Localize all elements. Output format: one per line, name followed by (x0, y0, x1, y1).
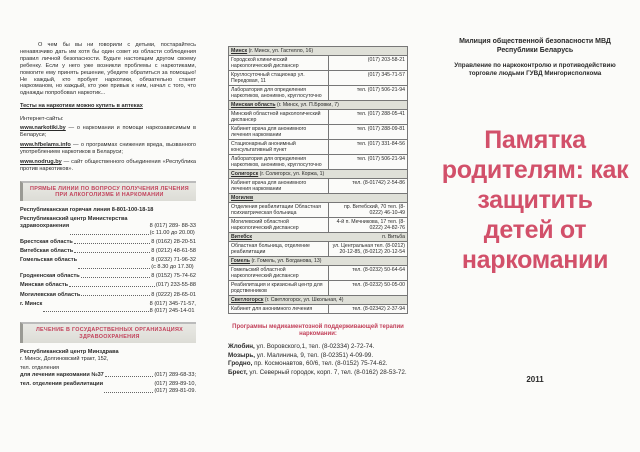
line-phone: 8 (0222) 28-65-01 (151, 291, 196, 298)
clinic-name: Отделения реабилитации Областная психиатрическая больница (229, 203, 329, 218)
table-row (229, 305, 408, 314)
dot-leader (70, 223, 149, 235)
phone-line (20, 372, 196, 379)
dot-leader (81, 292, 150, 297)
table-row (229, 86, 408, 101)
table-row (229, 281, 408, 296)
clinic-name: Минский областной наркологический диспансер (229, 110, 329, 125)
org-subtitle: Управление по наркоконтролю и противодействию торговле людьми ГУВД Мингорисполкома (454, 62, 616, 77)
programs-list (228, 343, 408, 377)
clinic-name: Круглосуточный стационар ул. Передовая, 11 (229, 71, 329, 86)
line-phone: 8 (0162) 28-20-51 (151, 239, 196, 246)
program-item (228, 343, 408, 352)
section-name: Светлогорск (231, 297, 264, 303)
line-phone: 8 (017) 345-71-57, 8 (017) 245-14-01 (149, 300, 196, 314)
section-name: Гомель (231, 258, 250, 264)
program-city: Жлобин, (228, 343, 255, 350)
table-row (229, 56, 408, 71)
line-phone: (017) 289-89-10, (017) 289-81-09. (154, 381, 196, 394)
minzdrav-dept: тел. отделения (20, 365, 59, 372)
table-row (229, 125, 408, 140)
clinic-name: Кабинет для анонимного лечения (229, 305, 329, 314)
line-label: тел. отделения реабилитации (20, 381, 104, 388)
site-link[interactable]: www.narkotiki.by (20, 125, 66, 132)
phone-line (20, 301, 196, 315)
table-section-row (229, 233, 408, 242)
middle-panel (228, 46, 408, 377)
section-cell (229, 47, 408, 56)
section-address: (г. Минск, ул. Гастелло, 16) (247, 48, 314, 54)
site-item (20, 159, 196, 173)
section-address: (г. Солигорск, ул. Коржа, 1) (258, 171, 325, 177)
treatment-banner: ЛЕЧЕНИЕ В ГОСУДАРСТВЕННЫХ ОРГАНИЗАЦИЯХ ЗДРАВООХРАНЕНИЯ (20, 322, 196, 343)
section-cell (229, 296, 408, 305)
site-link[interactable]: www.hfbelams.info (20, 141, 71, 148)
clinic-phone: (017) 203-58-21 (329, 56, 408, 71)
intro-paragraph: О чем бы вы ни говорили с детьми, постарайтесь ненавязчиво дать им хотя бы один совет из области соблюдения правил личной безопасности. Будьте настоящим другом своему ребенку. Если у него уже возникли проблемы с наркотиками, помогите ему принять решение, убедите обратиться за помощью! Не каждый, кто пробует наркотики, обязательно станет наркоманом, но каждый, кто уже привык к ним, начал с того, что однажды попробовал наркотик... (20, 42, 196, 97)
brochure-title: Памятка родителям: как защитить детей от наркомании (441, 125, 629, 274)
phone-line (20, 239, 196, 246)
site-description: — сайт общественного объединения «Республика против наркотиков». (20, 158, 196, 172)
program-item (228, 369, 408, 378)
program-item (228, 352, 408, 361)
clinic-name: Могилевский областной наркологический диспансер (229, 218, 329, 233)
clinic-phone: тел. (8-01742) 2-54-86 (329, 179, 408, 194)
program-address: ул. Воровского,1, тел. (8-02334) 2-72-74. (254, 343, 375, 350)
clinic-name: Кабинет врача для анонимного лечения наркомании (229, 179, 329, 194)
sites-list (20, 125, 196, 172)
line-phone: 8 (0152) 75-74-62 (151, 273, 196, 280)
dot-leader (81, 273, 151, 278)
table-row (229, 242, 408, 257)
cover-panel (440, 38, 630, 384)
clinic-phone: (017) 345-71-57 (329, 71, 408, 86)
table-section-row (229, 257, 408, 266)
line-label: г. Минск (20, 300, 43, 307)
section-address: (г. Светлогорск, ул. Школьная, 4) (263, 297, 344, 303)
program-item (228, 360, 408, 369)
clinic-name: Кабинет врача для анонимного лечения наркомании (229, 125, 329, 140)
section-name: Могилев (231, 195, 254, 201)
line-label: для лечения наркомании №37 (20, 371, 104, 378)
program-city: Гродно, (228, 360, 253, 368)
table-row (229, 179, 408, 194)
dot-leader (74, 248, 150, 253)
section-name: Витебск (231, 234, 252, 240)
clinic-phone: тел. (017) 506-21-94 (329, 155, 408, 170)
clinic-phone: тел. (8-0232) 50-64-64 (329, 266, 408, 281)
section-name: Минская область (231, 102, 276, 108)
site-description: — о программах снижения вреда, вызванного употреблением наркотиков в Беларуси; (20, 141, 196, 155)
section-address: (г. Минск, ул. П.Бровки, 7) (275, 102, 339, 108)
line-label: Гомельская область (20, 257, 78, 264)
tests-note: Тесты на наркотики можно купить в аптеках (20, 103, 143, 110)
line-phone: (017) 289-68-33; (154, 371, 196, 378)
clinic-phone: ул. Центральная тел. (8-0212) 20-12-85, (8-0212) 20-12-54 (329, 242, 408, 257)
phone-line (20, 292, 196, 299)
table-section-row (229, 47, 408, 56)
program-address: пр. Космонавтов, 60/6, тел. (8-0152) 75-74-62. (252, 360, 388, 368)
site-item (20, 125, 196, 139)
table-section-row (229, 101, 408, 110)
line-label: Гродненская область (20, 273, 80, 280)
clinic-phone: пр. Витебский, 70 тел. (8-0222) 46-10-49 (329, 203, 408, 218)
section-right: п. Витьба (382, 234, 405, 240)
phone-line (20, 282, 196, 289)
line-phone: (017) 233-55-88 (155, 282, 196, 289)
hotline: Республиканская горячая линия 8-801-100-18-18 (20, 207, 154, 214)
section-cell (229, 257, 408, 266)
clinic-name: Городской клинический наркологический диспансер (229, 56, 329, 71)
table-row (229, 203, 408, 218)
table-section-row (229, 170, 408, 179)
program-address: ул. Северный городок, корп. 7, тел. (8-0162) 28-53-72. (247, 368, 407, 376)
table-row (229, 155, 408, 170)
clinic-name: Лаборатория для определения наркотиков, анонимно, круглосуточно (229, 86, 329, 101)
section-cell (229, 170, 408, 179)
line-phone: 8 (0232) 71-96-32 (с 8.30 до 17.30) (151, 257, 196, 271)
clinic-name: Лаборатория для определения наркотиков, анонимно, круглосуточно (229, 155, 329, 170)
dot-leader (105, 372, 154, 377)
dot-leader (74, 239, 150, 244)
clinic-phone: тел. (017) 331-84-56 (329, 140, 408, 155)
table-section-row (229, 296, 408, 305)
center-title: Республиканский центр Министерства (20, 216, 128, 223)
line-label: здравоохранения (20, 223, 70, 230)
clinic-name: Областная больница, отделение реабилитации (229, 242, 329, 257)
programs-title: Программы медикаментозной поддерживающей терапии наркомании: (232, 324, 404, 337)
table-row (229, 140, 408, 155)
program-city: Мозырь, (228, 351, 255, 359)
clinic-name: Гомельский областной наркологический диспансер (229, 266, 329, 281)
site-item (20, 142, 196, 156)
org-title: Милиция общественной безопасности МВД Республики Беларусь (459, 38, 611, 54)
line-label: Могилевская область (20, 291, 81, 298)
table-section-row (229, 194, 408, 203)
section-address: (г. Гомель, ул. Богданова, 13) (250, 258, 322, 264)
section-cell (229, 194, 408, 203)
sites-label: Интернет-сайты: (20, 116, 64, 123)
clinic-phone: тел. (017) 288-09-81 (329, 125, 408, 140)
phone-line (20, 273, 196, 280)
dot-leader (43, 301, 148, 313)
phone-line (20, 381, 196, 395)
table-row (229, 218, 408, 233)
dot-leader (78, 257, 150, 269)
program-address: ул. Малинина, 9, тел. (8-02351) 4-09-99. (254, 351, 374, 359)
clinic-name: Стационарный анонимный консультативный пункт (229, 140, 329, 155)
line-label: Минская область (20, 282, 69, 289)
line-phone: 8 (017) 289- 88-33 (с 11.00 до 20.00) (149, 223, 196, 237)
clinic-phone: тел. (8-02342) 2-37-94 (329, 305, 408, 314)
minzdrav-list (20, 372, 196, 395)
hotlines-banner: ПРЯМЫЕ ЛИНИИ ПО ВОПРОСУ ПОЛУЧЕНИЯ ЛЕЧЕНИЯ ПРИ АЛКОГОЛИЗМЕ И НАРКОМАНИИ (20, 181, 196, 202)
minzdrav-title: Республиканский центр Минздрава (20, 349, 119, 356)
line-label: Брестская область (20, 239, 73, 246)
line-label: Витебская область (20, 248, 74, 255)
section-cell (229, 233, 408, 242)
clinic-name: Реабилитация и кризисный центр для родственников (229, 281, 329, 296)
program-city: Брест, (228, 368, 248, 376)
clinic-phone: тел. (8-0232) 50-05-00 (329, 281, 408, 296)
clinic-phone: 4-й п. Мечникова, 17 тел. (8-0222) 24-82-76 (329, 218, 408, 233)
section-name: Минск (231, 48, 248, 54)
clinic-phone: тел. (017) 288-05-41 (329, 110, 408, 125)
table-row (229, 266, 408, 281)
clinic-phone: тел. (017) 506-21-94 (329, 86, 408, 101)
table-row (229, 110, 408, 125)
section-name: Солигорск (231, 171, 259, 177)
phone-line (20, 248, 196, 255)
dot-leader (104, 381, 153, 393)
hotline-list (20, 223, 196, 314)
site-description: — о наркомании и помощи наркозависимым в Беларуси; (20, 125, 196, 138)
minzdrav-address: г. Минск, Долгиновский тракт, 152, (20, 356, 109, 363)
site-link[interactable]: www.nodrug.by (20, 158, 62, 165)
phone-line (20, 257, 196, 271)
dot-leader (69, 282, 155, 287)
line-phone: 8 (0212) 48-61-58 (151, 248, 196, 255)
year: 2011 (526, 374, 544, 384)
section-cell (229, 101, 408, 110)
left-panel (20, 42, 196, 397)
table-row (229, 71, 408, 86)
clinics-table (228, 46, 408, 314)
phone-line (20, 223, 196, 237)
